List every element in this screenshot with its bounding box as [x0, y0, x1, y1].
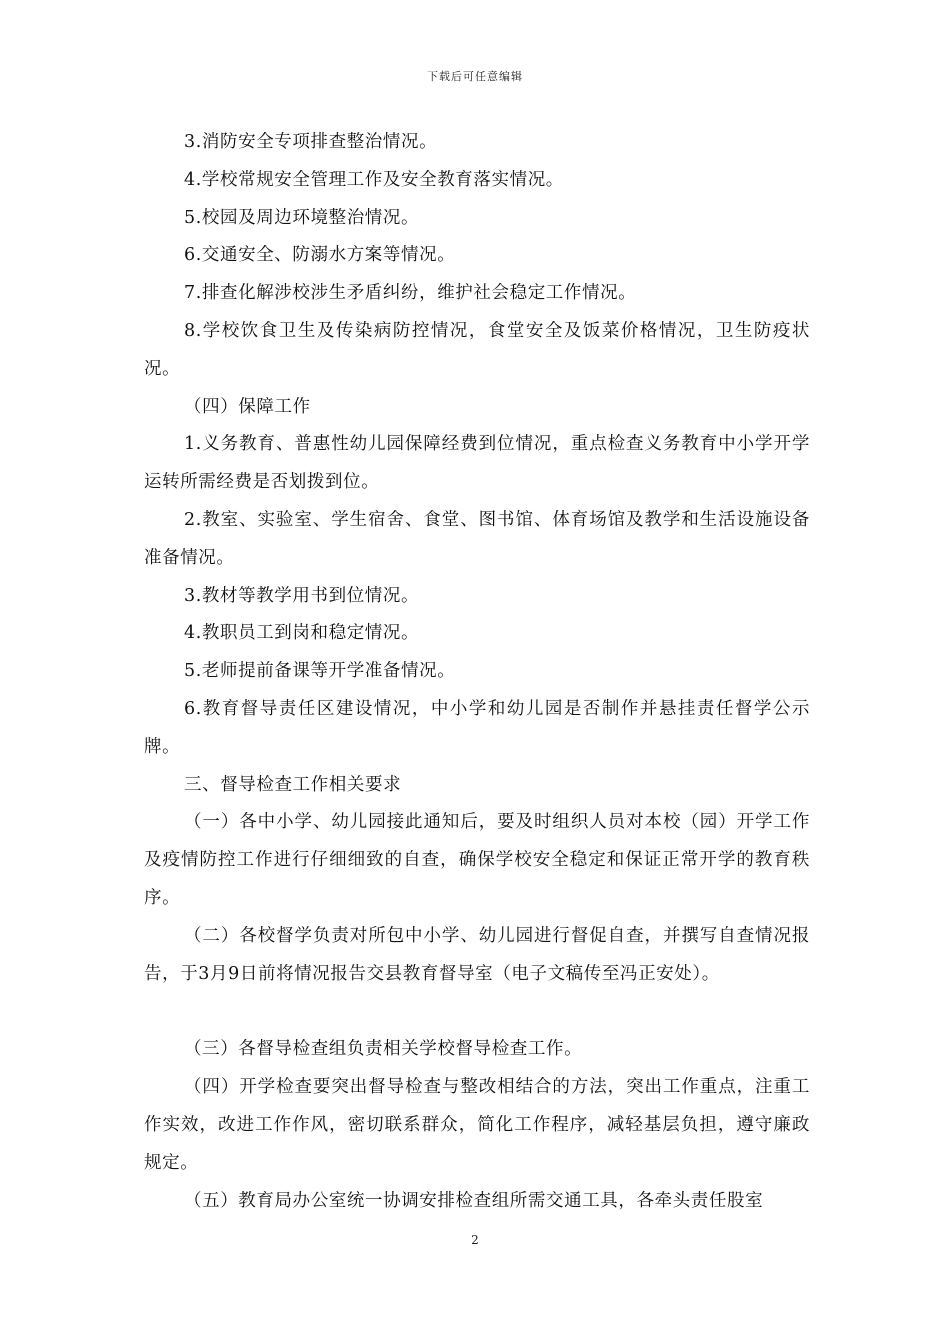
paragraph: 2.教室、实验室、学生宿舍、食堂、图书馆、体育场馆及教学和生活设施设备准备情况。 [144, 509, 810, 568]
paragraph: 6.交通安全、防溺水方案等情况。 [184, 245, 456, 266]
paragraph: （四）开学检查要突出督导检查与整改相结合的方法，突出工作重点，注重工作实效，改进工作作风，密切联系群众，简化工作程序，减轻基层负担，遵守廉政规定。 [144, 1077, 810, 1173]
section-heading: 三、督导检查工作相关要求 [184, 774, 402, 795]
section-heading: （四）保障工作 [184, 396, 311, 417]
paragraph: （五）教育局办公室统一协调安排检查组所需交通工具，各牵头责任股室 [184, 1190, 764, 1211]
header-note: 下载后可任意编辑 [427, 70, 523, 83]
paragraph: （一）各中小学、幼儿园接此通知后，要及时组织人员对本校（园）开学工作及疫情防控工作进行仔细细致的自查，确保学校安全稳定和保证正常开学的教育秩序。 [144, 812, 810, 908]
paragraph: 5.校园及周边环境整治情况。 [184, 207, 420, 228]
paragraph: 6.教育督导责任区建设情况，中小学和幼儿园是否制作并悬挂责任督学公示牌。 [144, 698, 810, 757]
paragraph: 8.学校饮食卫生及传染病防控情况，食堂安全及饭菜价格情况，卫生防疫状况。 [144, 320, 810, 379]
paragraph: 1.义务教育、普惠性幼儿园保障经费到位情况，重点检查义务教育中小学开学运转所需经费是否划拨到位。 [144, 434, 810, 493]
paragraph: 5.老师提前备课等开学准备情况。 [184, 661, 456, 682]
paragraph: 3.消防安全专项排查整治情况。 [184, 132, 438, 152]
page-number: 2 [471, 1233, 479, 1247]
paragraph: 3.教材等教学用书到位情况。 [184, 585, 420, 606]
document-body [144, 124, 810, 1220]
paragraph: 4.学校常规安全管理工作及安全教育落实情况。 [184, 169, 564, 190]
paragraph: 7.排查化解涉校涉生矛盾纠纷，维护社会稳定工作情况。 [184, 283, 637, 304]
paragraph: （三）各督导检查组负责相关学校督导检查工作。 [184, 1039, 583, 1060]
blank-line [144, 993, 810, 1031]
paragraph: 4.教职员工到岗和稳定情况。 [184, 623, 420, 644]
paragraph: （二）各校督学负责对所包中小学、幼儿园进行督促自查，并撰写自查情况报告，于3月9日前将情况报告交县教育督导室（电子文稿传至冯正安处）。 [144, 925, 810, 984]
